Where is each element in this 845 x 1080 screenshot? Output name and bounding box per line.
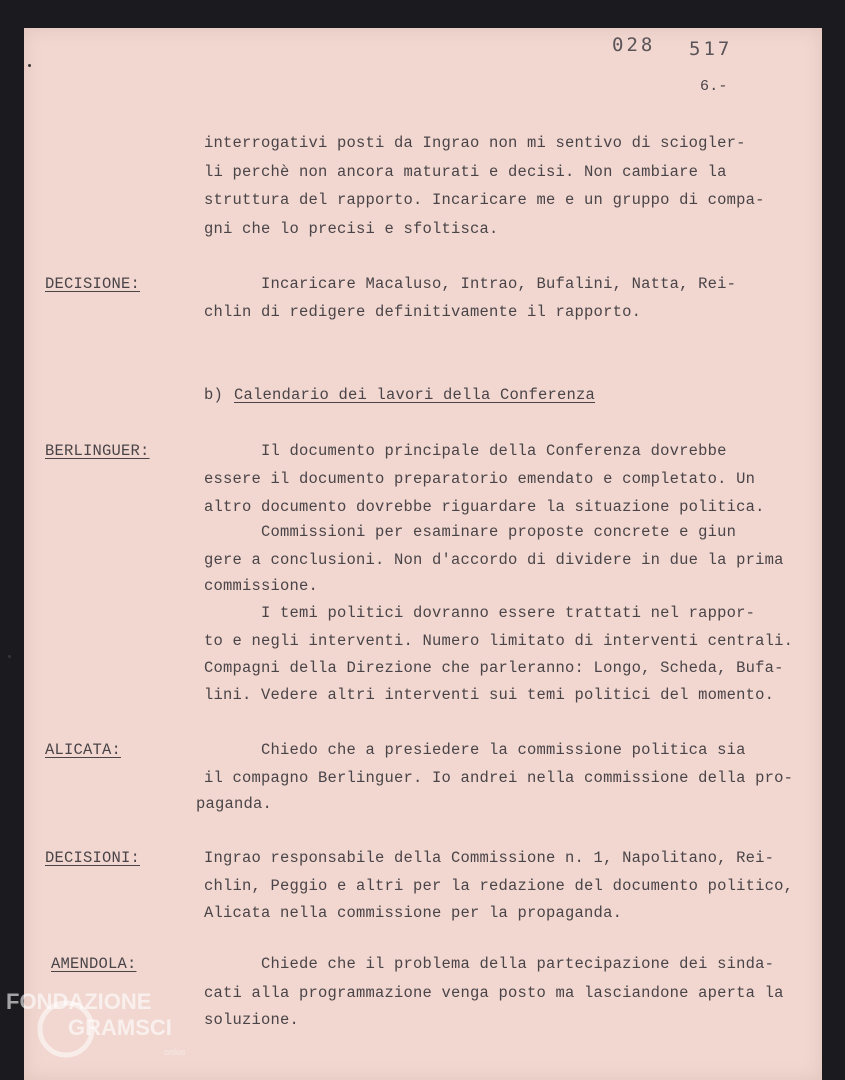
text-line: commissione. — [204, 577, 319, 595]
watermark-text-gramsci: GRAMSCI — [68, 1015, 172, 1040]
speaker-label-berlinguer: BERLINGUER: — [45, 442, 150, 460]
text-line: essere il documento preparatorio emendato e completato. Un — [204, 470, 756, 488]
watermark-text-onlus: onlus — [164, 1047, 186, 1057]
text-line: li perchè non ancora maturati e decisi. Non cambiare la — [204, 163, 727, 181]
page-number: 6.- — [700, 78, 728, 95]
speaker-label-decisione: DECISIONE: — [45, 275, 141, 293]
text-line: Chiede che il problema della partecipazione dei sinda- — [204, 955, 775, 973]
text-line: I temi politici dovranno essere trattati nel rappor- — [204, 604, 756, 622]
document-page — [24, 28, 822, 1080]
archive-number-left: 028 — [612, 34, 656, 56]
text-line: interrogativi posti da Ingrao non mi sentivo di sciogler- — [204, 134, 746, 152]
section-heading-title: Calendario dei lavori della Conferenza — [234, 386, 596, 404]
text-line: Incaricare Macaluso, Intrao, Bufalini, Natta, Rei- — [204, 275, 737, 293]
text-line: soluzione. — [204, 1011, 300, 1029]
text-line: chlin di redigere definitivamente il rapporto. — [204, 303, 642, 321]
text-line: to e negli interventi. Numero limitato di interventi centrali. — [204, 632, 794, 650]
text-line: Compagni della Direzione che parleranno: Longo, Scheda, Bufa- — [204, 659, 784, 677]
text-line: gere a conclusioni. Non d'accordo di dividere in due la prima — [204, 551, 784, 569]
speaker-label-alicata: ALICATA: — [45, 741, 122, 759]
text-line: gni che lo precisi e sfoltisca. — [204, 220, 499, 238]
text-line: chlin, Peggio e altri per la redazione del documento politico, — [204, 877, 794, 895]
text-line: il compagno Berlinguer. Io andrei nella commissione della pro- — [204, 769, 794, 787]
text-line: lini. Vedere altri interventi sui temi politici del momento. — [204, 686, 775, 704]
speaker-label-amendola: AMENDOLA: — [51, 955, 137, 973]
text-line: Chiedo che a presiedere la commissione politica sia — [204, 741, 746, 759]
text-line: Alicata nella commissione per la propaganda. — [204, 904, 623, 922]
text-line: Ingrao responsabile della Commissione n. 1, Napolitano, Rei- — [204, 849, 775, 867]
text-line: cati alla programmazione venga posto ma lasciandone aperta la — [204, 984, 784, 1002]
text-line: struttura del rapporto. Incaricare me e un gruppo di compa- — [204, 191, 765, 209]
margin-speck — [28, 64, 31, 67]
text-line: paganda. — [196, 795, 273, 813]
archive-number-right: 517 — [689, 38, 733, 60]
text-line: Il documento principale della Conferenza dovrebbe — [204, 442, 727, 460]
section-heading-prefix: b) — [204, 386, 224, 404]
text-line: Commissioni per esaminare proposte concrete e giun — [204, 523, 737, 541]
watermark-text-fondazione: FONDAZIONE — [6, 989, 152, 1014]
speaker-label-decisioni: DECISIONI: — [45, 849, 141, 867]
margin-speck — [8, 655, 11, 658]
text-line: altro documento dovrebbe riguardare la situazione politica. — [204, 498, 765, 516]
